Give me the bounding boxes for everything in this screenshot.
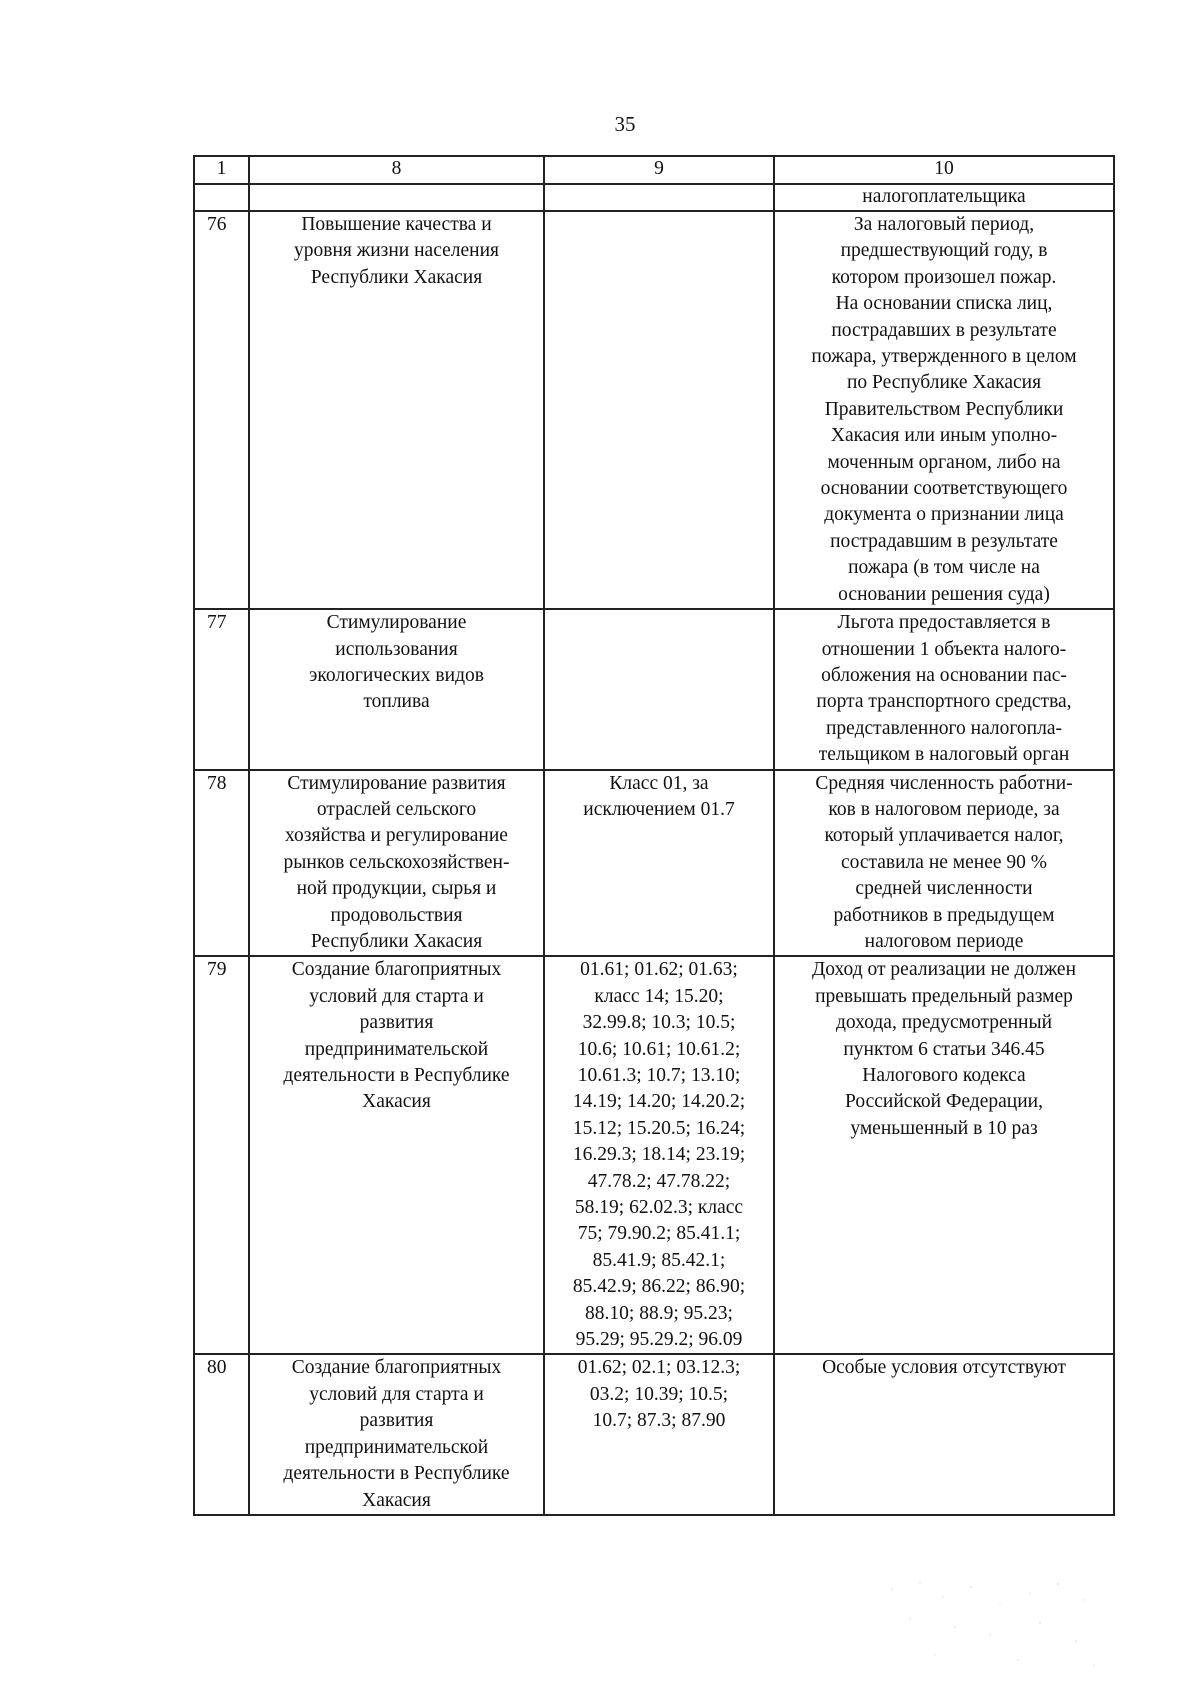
conditions-cell: Средняя численность работни- ков в налоговом периоде, за который уплачивается налог, составила не менее 90 % средней численности работников в предыдущем налоговом периоде	[774, 770, 1114, 957]
continuation-goal-cell	[249, 184, 544, 211]
header-cell-col-9: 9	[544, 156, 774, 184]
goal-cell: Создание благоприятных условий для старта и развития предпринимательской деятельности в Республике Хакасия	[249, 956, 544, 1354]
header-cell-col-1: 1	[194, 156, 249, 184]
table-row-78	[194, 770, 1114, 957]
page-number: 35	[614, 112, 636, 136]
row-number-cell: 77	[194, 609, 249, 769]
header-cell-col-10: 10	[774, 156, 1114, 184]
row-number-cell: 80	[194, 1354, 249, 1514]
row-number-cell: 79	[194, 956, 249, 1354]
goal-cell: Стимулирование развития отраслей сельского хозяйства и регулирование рынков сельскохозяйствен- ной продукции, сырья и продовольствия Республики Хакасия	[249, 770, 544, 957]
continuation-conditions-cell: налогоплательщика	[774, 184, 1114, 211]
activity-codes-cell: Класс 01, за исключением 01.7	[544, 770, 774, 957]
activity-codes-cell: 01.62; 02.1; 03.12.3; 03.2; 10.39; 10.5; 10.7; 87.3; 87.90	[544, 1354, 774, 1514]
scan-noise-marks	[880, 1575, 1110, 1675]
goal-cell: Стимулирование использования экологических видов топлива	[249, 609, 544, 769]
table-row-79	[194, 956, 1114, 1354]
goal-cell: Создание благоприятных условий для старта и развития предпринимательской деятельности в Республике Хакасия	[249, 1354, 544, 1514]
conditions-cell: Доход от реализации не должен превышать предельный размер дохода, предусмотренный пунктом 6 статьи 346.45 Налогового кодекса Российской Федерации, уменьшенный в 10 раз	[774, 956, 1114, 1354]
table-row-77	[194, 609, 1114, 769]
header-cell-col-8: 8	[249, 156, 544, 184]
table-row-76	[194, 211, 1114, 609]
activity-codes-cell	[544, 211, 774, 609]
continuation-row	[194, 184, 1114, 211]
conditions-cell: За налоговый период, предшествующий году, в котором произошел пожар. На основании списка лиц, пострадавших в результате пожара, утвержденного в целом по Республике Хакасия Правительством Республики Хакасия или иным уполно- моченным органом, либо на основании соответствующего документа о признании лица пострадавшим в результате пожара (в том числе на основании решения суда)	[774, 211, 1114, 609]
row-number-cell: 78	[194, 770, 249, 957]
conditions-cell: Льгота предоставляется в отношении 1 объекта налого- обложения на основании пас- порта транспортного средства, представленного налогопла- тельщиком в налоговый орган	[774, 609, 1114, 769]
activity-codes-cell: 01.61; 01.62; 01.63; класс 14; 15.20; 32.99.8; 10.3; 10.5; 10.6; 10.61; 10.61.2; 10.61.3; 10.7; 13.10; 14.19; 14.20; 14.20.2; 15.12; 15.20.5; 16.24; 16.29.3; 18.14; 23.19; 47.78.2; 47.78.22; 58.19; 62.02.3; класс 75; 79.90.2; 85.41.1; 85.41.9; 85.42.1; 85.42.9; 86.22; 86.90; 88.10; 88.9; 95.23; 95.29; 95.29.2; 96.09	[544, 956, 774, 1354]
row-number-cell: 76	[194, 211, 249, 609]
continuation-codes-cell	[544, 184, 774, 211]
benefits-table	[193, 155, 1115, 1516]
continuation-num-cell	[194, 184, 249, 211]
activity-codes-cell	[544, 609, 774, 769]
table-row-80	[194, 1354, 1114, 1514]
table-header-row	[194, 156, 1114, 184]
goal-cell: Повышение качества и уровня жизни населения Республики Хакасия	[249, 211, 544, 609]
conditions-cell: Особые условия отсутствуют	[774, 1354, 1114, 1514]
